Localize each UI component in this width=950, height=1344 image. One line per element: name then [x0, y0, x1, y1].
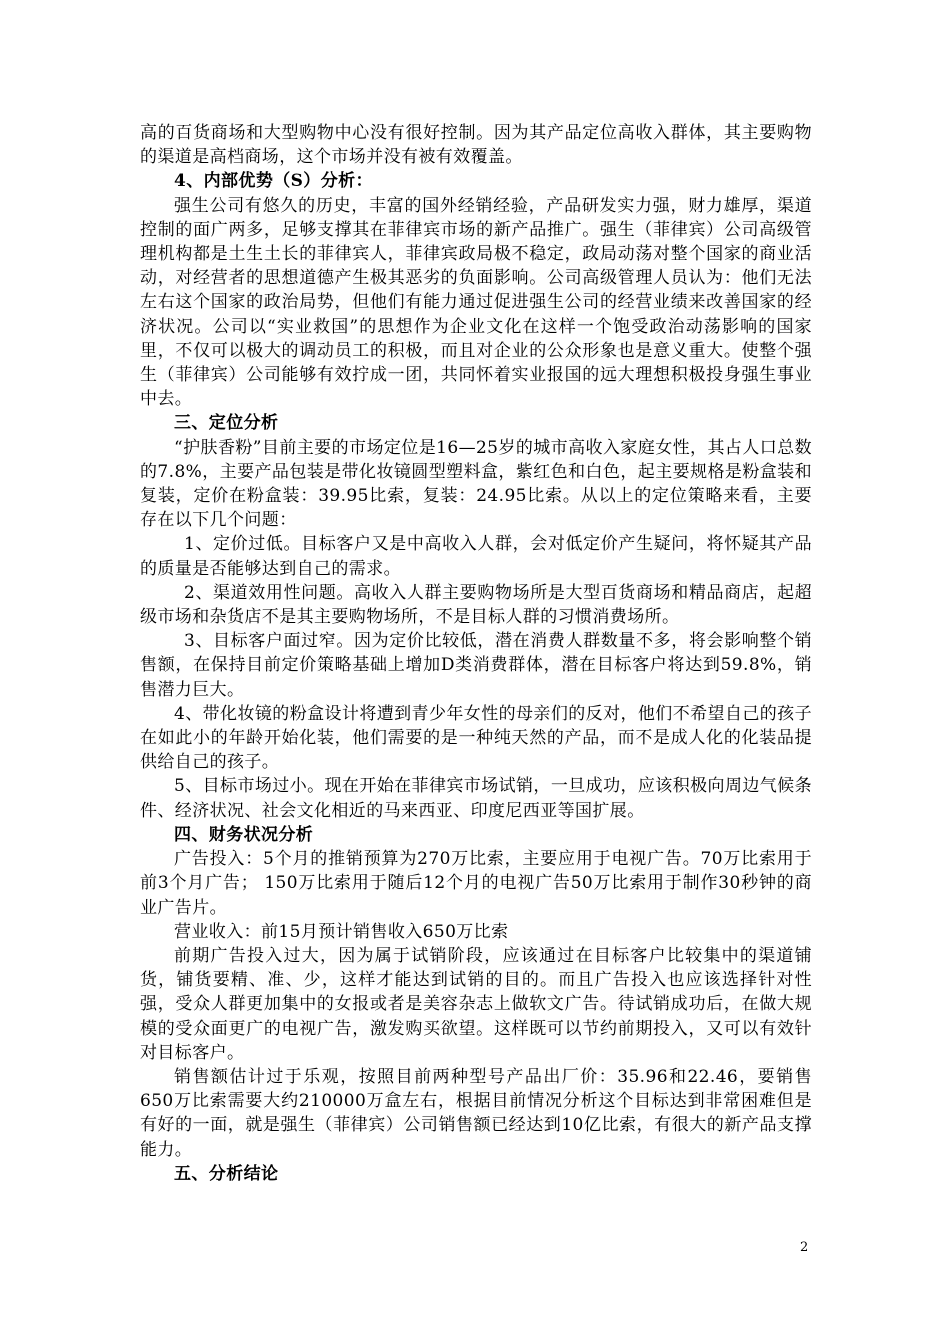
paragraph-ad-investment: 广告投入：5个月的推销预算为270万比索，主要应用于电视广告。70万比索用于前3个月广告； 150万比索用于随后12个月的电视广告50万比索用于制作30秒钟的商业广告片。: [140, 849, 812, 918]
document-body: [140, 121, 812, 1186]
section-heading-internal-strengths: 4、内部优势（S）分析：: [174, 171, 373, 192]
paragraph-company-strengths: 强生公司有悠久的历史，丰富的国外经销经验，产品研发实力强，财力雄厚，渠道控制的面广两多，足够支撑其在菲律宾市场的新产品推广。强生（菲律宾）公司高级管理机构都是土生土长的菲律宾人，菲律宾政局极不稳定，政局动荡对整个国家的商业活动，对经营者的思想道德产生极其恶劣的负面影响。公司高级管理人员认为：他们无法左右这个国家的政治局势，但他们有能力通过促进强生公司的经营业绩来改善国家的经济状况。公司以“实业救国”的思想作为企业文化在这样一个饱受政治动荡影响的国家里，不仅可以极大的调动员工的积极，而且对企业的公众形象也是意义重大。使整个强生（菲律宾）公司能够有效拧成一团，共同怀着实业报国的远大理想积极投身强生事业中去。: [140, 195, 812, 410]
list-item-compact-design: 4、带化妆镜的粉盒设计将遭到青少年女性的母亲们的反对，他们不希望自己的孩子在如此小的年龄开始化装，他们需要的是一种纯天然的产品，而不是成人化的化装品提供给自己的孩子。: [140, 703, 812, 773]
paragraph-revenue: 营业收入：前15月预计销售收入650万比索: [174, 921, 509, 942]
paragraph-continuation: 高的百货商场和大型购物中心没有很好控制。因为其产品定位高收入群体，其主要购物的渠道是高档商场，这个市场并没有被有效覆盖。: [140, 123, 812, 168]
list-item-channel: 2、渠道效用性问题。高收入人群主要购物场所是大型百货商场和精品商店，起超级市场和杂货店不是其主要购物场所，不是目标人群的习惯消费场所。: [140, 582, 812, 628]
page-number: 2: [800, 1240, 809, 1255]
section-heading-financial: 四、财务状况分析: [174, 824, 314, 845]
section-heading-conclusion: 五、分析结论: [174, 1163, 279, 1184]
section-heading-positioning: 三、定位分析: [174, 413, 279, 434]
paragraph-positioning-intro: “护肤香粉”目前主要的市场定位是16—25岁的城市高收入家庭女性，其占人口总数的7.8%，主要产品包装是带化妆镜圆型塑料盒，紫红色和白色，起主要规格是粉盒装和复装，定价在粉盒装：39.95比索，复装：24.95比索。从以上的定位策略来看，主要存在以下几个问题：: [140, 437, 812, 531]
paragraph-sales-estimate: 销售额估计过于乐观，按照目前两种型号产品出厂价：35.96和22.46，要销售650万比索需要大约210000万盒左右，根据目前情况分析这个目标达到非常困难但是有好的一面，就是强生（菲律宾）公司销售额已经达到10亿比索，有很大的新产品支撑能力。: [140, 1066, 812, 1160]
list-item-target-market: 5、目标市场过小。现在开始在菲律宾市场试销，一旦成功，应该积极向周边气候条件、经济状况、社会文化相近的马来西亚、印度尼西亚等国扩展。: [140, 776, 812, 821]
list-item-target-customers: 3、目标客户面过窄。因为定价比较低，潜在消费人群数量不多，将会影响整个销售额，在保持目前定价策略基础上增加D类消费群体，潜在目标客户将达到59.8%，销售潜力巨大。: [140, 631, 812, 700]
list-item-pricing: 1、定价过低。目标客户又是中高收入人群，会对低定价产生疑问，将怀疑其产品的质量是否能够达到自己的需求。: [140, 534, 812, 579]
paragraph-ad-strategy: 前期广告投入过大，因为属于试销阶段，应该通过在目标客户比较集中的渠道铺货，铺货要精、准、少，这样才能达到试销的目的。而且广告投入也应该选择针对性强，受众人群更加集中的女报或者是美容杂志上做软文广告。待试销成功后，在做大规模的受众面更广的电视广告，激发购买欲望。这样既可以节约前期投入，又可以有效针对目标客户。: [140, 945, 812, 1063]
